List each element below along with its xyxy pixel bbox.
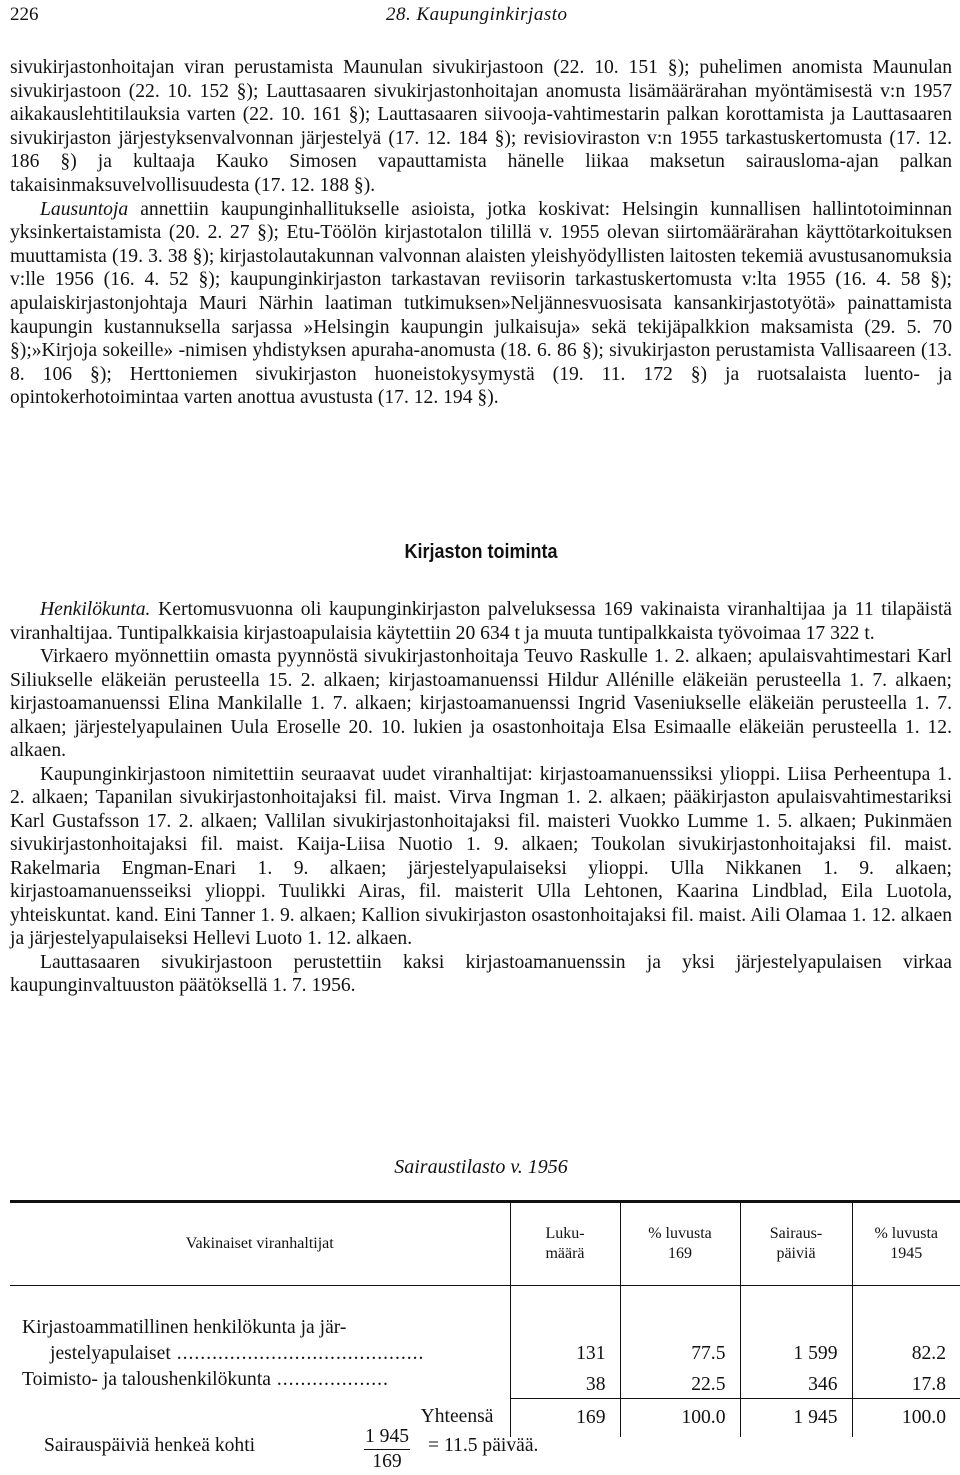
cell-pct1945: 82.2 [852,1341,960,1367]
table-header-row [10,1202,960,1286]
col-header-days: Sairaus- päiviä [740,1202,852,1286]
section-heading: Kirjaston toiminta [404,541,558,563]
cell-pct169: 22.5 [620,1367,740,1398]
table-row [10,1341,960,1367]
paragraph-text: annettiin kaupunginhallitukselle asioista, jotka koskivat: Helsingin kunnallisen hallintotoiminnan yksinkertaistamista (20. 2. 27 §); Etu-Töölön kirjastotalon tilillä v. 1955 olevan siirtomäärärahan käyttötarkoituksen muuttamista (19. 3. 38 §); kirjastolautakunnan valvonnan alaisten yleishyödyllisten laitosten tekemiä avustusanomuksia v:lle 1956 (16. 4. 52 §); kaupunginkirjaston tarkastavan reviisorin tarkastuskertomusta v:lta 1955 (16. 4. 58 §); apulaiskirjastonjohtaja Mauri Närhin laatiman tutkimuksen»Neljännesvuosisata kansankirjastotyötä» painattamista kaupungin kustannuksella sarjassa »Helsingin kaupungin julkaisuja» sekä tekijäpalkkion maksamista (29. 5. 70 §);»Kirjoja sokeille» -nimisen yhdistyksen apuraha-anomusta (18. 6. 86 §); sivukirjaston perustamista Vallisaareen (13. 8. 106 §); Herttoniemen sivukirjaston huoneistokysymystä (19. 11. 172 §) ja ruotsalaista luento- ja opintokerhotoimintaa varten anottua avustusta (17. 12. 194 §). [10,198,952,409]
col-header-pct169: % luvusta 169 [620,1202,740,1286]
total-pct169: 100.0 [620,1398,740,1437]
table-row [10,1286,960,1342]
total-label: Yhteensä [420,1406,494,1428]
body-text-top [10,56,952,410]
page-number: 226 [10,4,39,25]
col-header-group: Vakinaiset viranhaltijat [10,1202,510,1286]
cell-days: 346 [740,1367,852,1398]
sick-leave-table [10,1200,960,1437]
paragraph-lauttasaari: Lauttasaaren sivukirjastoon perustettiin kaksi kirjastoamanuenssin ja yksi järjestelyapulaisen virkaa kaupunginvaltuuston päätöksellä 1. 7. 1956. [10,951,952,996]
paragraph-lead: Lausuntoja [40,198,129,220]
paragraph-nimitykset: Kaupunginkirjastoon nimitettiin seuraavat uudet viranhaltijat: kirjastoamanuenssiksi ylioppi. Liisa Perheentupa 1. 2. alkaen; Tapanilan sivukirjastonhoitajaksi fil. maist. Virva Ingman 1. 2. alkaen; pääkirjaston apulaisvahtimestariksi Karl Gustafsson 17. 2. alkaen; Vallilan sivukirjastonhoitajaksi fil. maisteri Vuokko Lumme 1. 5. alkaen; Pukinmäen sivukirjastonhoitajaksi fil. maist. Kaija-Liisa Nuotio 1. 9. alkaen; Toukolan sivukirjastonhoitajaksi fil. maist. Rakelmaria Engman-Enari 1. 9. alkaen; järjestelyapulaiseksi ylioppi. Ulla Nikkanen 1. 9. alkaen; kirjastoamanuensseiksi ylioppi. Tuulikki Airas, fil. maisterit Ulla Lehtonen, Kaarina Lindblad, Eila Luotola, yhteiskuntat. kand. Eini Tanner 1. 9. alkaen; Kallion sivukirjaston osastonhoitajaksi fil. maist. Aili Olamaa 1. 12. alkaen ja järjestelyapulaiseksi Hellevi Luoto 1. 12. alkaen. [10,763,952,949]
body-text-bottom [10,598,952,998]
total-count: 169 [510,1398,620,1437]
sick-days-per-person [44,1425,644,1471]
total-pct1945: 100.0 [852,1398,960,1437]
page-header [10,2,952,30]
summary-result: = 11.5 päivää. [428,1435,539,1456]
paragraph-lausuntoja [10,198,952,410]
paragraph-lead: Henkilökunta. [40,599,151,620]
paragraph-text: Kertomusvuonna oli kaupunginkirjaston palveluksessa 169 vakinaista viranhaltijaa ja 11 tilapäistä viranhaltijaa. Tuntipalkkaisia kirjastoapulaisia käytettiin 20 634 t ja muuta tuntipalkkaista työvoimaa 17 322 t. [10,599,952,644]
fraction-denominator: 169 [372,1451,402,1472]
cell-count: 131 [510,1341,620,1367]
row-label: jestelyapulaiset .......................................... [50,1343,425,1364]
paragraph-virkaero: Virkaero myönnettiin omasta pyynnöstä sivukirjastonhoitaja Teuvo Raskulle 1. 2. alkaen; apulaisvahtimestari Karl Siliukselle eläkeiän perusteella 15. 2. alkaen; kirjastoamanuenssi Hildur Allénille eläkeiän perusteella 1. 7. alkaen; kirjastoamanuenssi Elina Mankilalle 1. 7. alkaen; kirjastoamanuenssi Ingrid Vaseniukselle eläkeiän perusteella 1. 7. alkaen; järjestelyapulainen Uula Eroselle 20. 10. lukien ja osastonhoitaja Elsa Esimaalle eläkeiän perusteella 1. 12. alkaen. [10,646,952,761]
running-title: 28. Kaupunginkirjasto [386,4,568,25]
row-label: Toimisto- ja taloushenkilökunta ................... [22,1369,389,1390]
paragraph-continuation: sivukirjastonhoitajan viran perustamista Maunulan sivukirjastoon (22. 10. 151 §); puhelimen anomista Maunulan sivukirjastoon (22. 10. 152 §); Lauttasaaren sivukirjastonhoitajan anomusta lisämäärärahan myöntämisestä v:n 1957 aikakauslehtitilauksia varten (22. 10. 161 §); Lauttasaaren siivooja-vahtimestarin palkan korottamista ja Lauttasaaren sivukirjaston järjestyksenvalvonnan järjestelyä (17. 12. 184 §); revisioviraston v:n 1955 tarkastuskertomusta (17. 12. 186 §) ja kultaaja Kauko Simosen vapauttamista hänelle liikaa maksetun sairausloma-ajan palkan takaisinmaksuvelvollisuudesta (17. 12. 188 §). [10,57,952,196]
cell-pct1945: 17.8 [852,1367,960,1398]
paragraph-henkilokunta [10,598,952,645]
total-days: 1 945 [740,1398,852,1437]
cell-days: 1 599 [740,1341,852,1367]
col-header-count: Luku- määrä [510,1202,620,1286]
col-header-pct1945: % luvusta 1945 [852,1202,960,1286]
table-row [10,1367,960,1398]
fraction-numerator: 1 945 [364,1425,410,1450]
fraction [364,1425,410,1474]
cell-count: 38 [510,1367,620,1398]
summary-text: Sairauspäiviä henkeä kohti [44,1435,256,1456]
table-caption: Sairaustilasto v. 1956 [394,1156,568,1178]
row-label: Kirjastoammatillinen henkilökunta ja jär- [22,1317,347,1338]
cell-pct169: 77.5 [620,1341,740,1367]
